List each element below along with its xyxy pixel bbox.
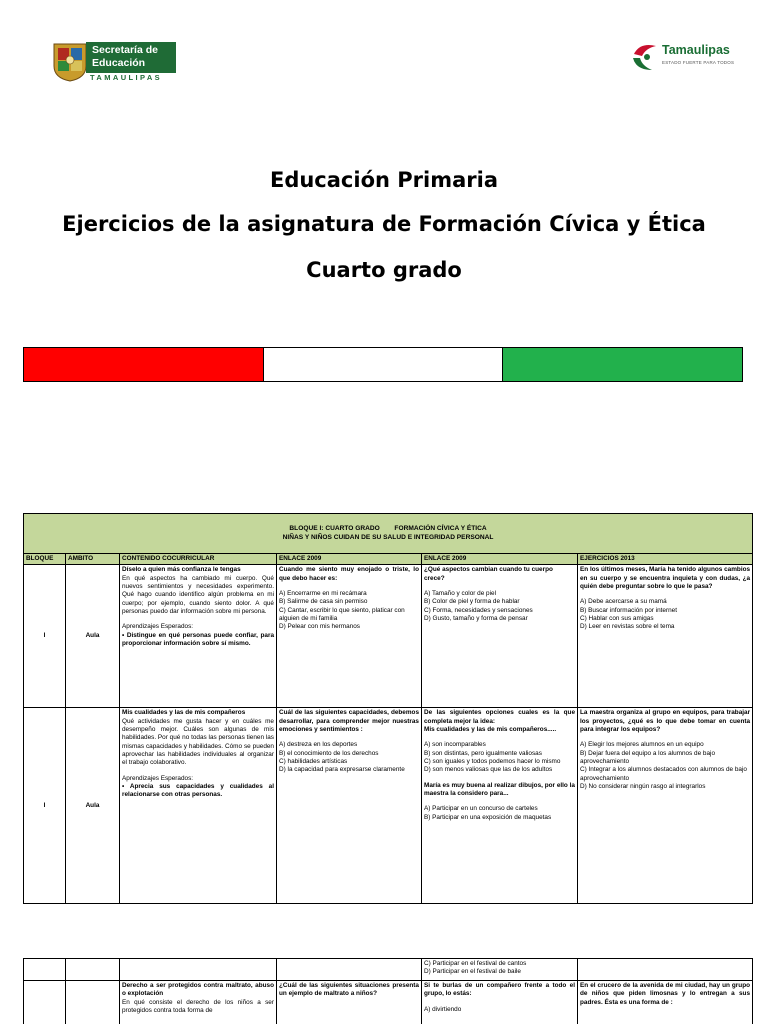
- option-text: D) Gusto, tamaño y forma de pensar: [424, 614, 528, 622]
- option-text: D) No considerar ningún rasgo al integrarlos: [580, 782, 706, 790]
- aprendizaje-text: • Distingue en qué personas puede confiar, para proporcionar información sobre sí mismo.: [122, 631, 274, 647]
- enlace-a-cell: [277, 565, 422, 708]
- option-text: A) son incomparables: [424, 741, 486, 749]
- title-grade: Cuarto grado: [306, 258, 462, 282]
- option-text: C) Integrar a los alumnos destacados con alumnos de bajo aprovechamiento: [580, 766, 747, 782]
- option-text: A) destreza en los deportes: [279, 741, 358, 749]
- option-text: A) Participar en un concurso de carteles: [424, 805, 538, 813]
- option-text: B) Color de piel y forma de hablar: [424, 598, 520, 606]
- option-text: C) Cantar, escribir lo que siento, platicar con alguien de mi familia: [279, 606, 405, 622]
- bloque-cell: [24, 981, 66, 1024]
- question-text: Si te burlas de un compañero frente a todo el grupo, lo estás:: [424, 982, 575, 998]
- title-level: Educación Primaria: [269, 168, 498, 192]
- band-line-1: BLOQUE I: CUARTO GRADO FORMACIÓN CÍVICA Y ÉTICA: [289, 524, 487, 532]
- option-text: D) Pelear con mis hermanos: [279, 623, 360, 631]
- col-header-enlace-b: ENLACE 2009: [422, 554, 578, 565]
- option-text: A) Debe acercarse a su mamá: [580, 598, 667, 606]
- ambito-cell: [66, 959, 120, 981]
- option-text: B) Buscar información por internet: [580, 606, 677, 614]
- enlace-a-cell: [277, 981, 422, 1024]
- col-header-contenido: CONTENIDO COCURRICULAR: [120, 554, 277, 565]
- bloque-cell: [24, 959, 66, 981]
- table-row: [24, 981, 753, 1024]
- contenido-text: Qué actividades me gusta hacer y en cuáles me desempeño mejor. Cuáles son algunas de mis habilidades. Por qué no todas las personas tienen las mismas capacidades y habilidades. Cómo se pueden aprovechar las habilidades individuales al organizar el trabajo colaborativo.: [122, 717, 274, 767]
- ejercicios-cell: [578, 565, 753, 708]
- band-line-2: NIÑAS Y NIÑOS CUIDAN DE SU SALUD E INTEGRIDAD PERSONAL: [282, 533, 494, 541]
- logo-line-1: Secretaría de: [92, 44, 158, 56]
- aprendizaje-text: • Aprecia sus capacidades y cualidades al relacionarse con otras personas.: [122, 782, 274, 799]
- contenido-title: Derecho a ser protegidos contra maltrato, abuso o explotación: [122, 982, 274, 998]
- contenido-cell: [120, 565, 277, 708]
- exercises-table-continued: [23, 958, 753, 1024]
- option-text: C) Forma, necesidades y sensaciones: [424, 606, 533, 614]
- secretaria-educacion-logo: [50, 40, 178, 82]
- table-row: [24, 708, 753, 904]
- ambito-cell: Aula: [66, 565, 120, 708]
- contenido-cell: [120, 959, 277, 981]
- table-row: [24, 565, 753, 708]
- contenido-text: En qué consiste el derecho de los niños a ser protegidos contra toda forma de: [122, 998, 274, 1014]
- option-text: A) divirtiendo: [424, 1005, 462, 1013]
- option-text: B) Salirme de casa sin permiso: [279, 598, 368, 606]
- exercises-table: [23, 513, 753, 904]
- col-header-ejercicios: EJERCICIOS 2013: [578, 554, 753, 565]
- ambito-cell: [66, 981, 120, 1024]
- enlace-b-cell: [422, 565, 578, 708]
- option-text: B) son distintas, pero igualmente valiosas: [424, 749, 542, 757]
- option-text: A) Tamaño y color de piel: [424, 589, 496, 597]
- tamaulipas-mark-icon: [630, 40, 660, 74]
- flag-green-block: [503, 348, 742, 381]
- col-header-ambito: AMBITO: [66, 554, 120, 565]
- contenido-title: Mis cualidades y las de mis compañeros: [122, 709, 246, 717]
- option-text: C) Hablar con sus amigas: [580, 614, 654, 622]
- question-text: Cuando me siento muy enojado o triste, lo que debo hacer es:: [279, 566, 419, 582]
- option-text: A) Encerrarme en mi recámara: [279, 589, 367, 597]
- question-text: De las siguientes opciones cuales es la que completa mejor la idea:: [424, 709, 575, 725]
- flag-bar: [23, 347, 743, 382]
- contenido-cell: [120, 708, 277, 904]
- option-text: B) Dejar fuera del equipo a los alumnos de bajo aprovechamiento: [580, 749, 715, 765]
- ambito-cell: Aula: [66, 708, 120, 904]
- logo-text-box: [86, 42, 176, 73]
- option-text: B) Participar en una exposición de maquetas: [424, 813, 552, 821]
- flag-red-block: [24, 348, 264, 381]
- option-text: A) Elegir los mejores alumnos en un equipo: [580, 741, 704, 749]
- coat-of-arms-icon: [50, 40, 90, 82]
- column-header-row: [24, 554, 753, 565]
- table-band-header: [24, 514, 753, 554]
- logo-line-3: TAMAULIPAS: [90, 73, 163, 82]
- enlace-a-cell: [277, 959, 422, 981]
- aprendizajes-label: Aprendizajes Esperados:: [122, 623, 194, 631]
- title-subject: Ejercicios de la asignatura de Formación Cívica y Ética: [62, 212, 706, 236]
- contenido-cell: [120, 981, 277, 1024]
- table-row: [24, 959, 753, 981]
- option-text: D) Participar en el festival de baile: [424, 968, 521, 976]
- question-text: ¿Qué aspectos cambian cuando tu cuerpo crece?: [424, 566, 553, 582]
- ejercicios-cell: [578, 959, 753, 981]
- option-text: C) son iguales y todos podemos hacer lo mismo: [424, 757, 561, 765]
- enlace-b-cell: [422, 981, 578, 1024]
- option-text: C) Participar en el festival de cantos: [424, 960, 527, 967]
- ejercicios-cell: [578, 708, 753, 904]
- tamaulipas-logo: [630, 40, 738, 74]
- flag-white-block: [264, 348, 504, 381]
- bloque-cell: I: [24, 708, 66, 904]
- option-text: D) son menos valiosas que las de los adultos: [424, 766, 553, 774]
- question-text: Mis cualidades y las de mis compañeros.....: [424, 725, 557, 733]
- contenido-text: En qué aspectos ha cambiado mi cuerpo. Qué nuevos sentimientos y necesidades experimento. Qué hago cuando identifico algún problema en mi cuerpo; por ejemplo, cuando siento dolor. A qué personas puedo dar información sobre mi persona.: [122, 574, 274, 615]
- tamaulipas-slogan: ESTADO FUERTE PARA TODOS: [662, 60, 735, 65]
- question-text: ¿Cuál de las siguientes situaciones presenta un ejemplo de maltrato a niños?: [279, 982, 419, 998]
- bloque-cell: I: [24, 565, 66, 708]
- aprendizajes-label: Aprendizajes Esperados:: [122, 774, 194, 782]
- question-text: En los últimos meses, María ha tenido algunos cambios en su cuerpo y se encuentra inquieta y con dudas, ¿a quién debe preguntar sobre lo que le pasa?: [580, 566, 751, 590]
- tamaulipas-name: Tamaulipas: [662, 43, 730, 57]
- question-text: María es muy buena al realizar dibujos, por ello la maestra la considero para...: [424, 781, 575, 797]
- option-text: C) habilidades artísticas: [279, 757, 348, 765]
- enlace-b-cell: [422, 959, 578, 981]
- contenido-title: Díselo a quien más confianza le tengas: [122, 566, 241, 574]
- question-text: Cuál de las siguientes capacidades, debemos desarrollar, para comprender mejor nuestras emociones y sentimientos :: [279, 709, 419, 733]
- option-text: B) el conocimiento de los derechos: [279, 749, 379, 757]
- question-text: En el crucero de la avenida de mi ciudad, hay un grupo de niños que piden limosnas y lo entregan a sus padres. Ésta es una forma de :: [580, 982, 750, 1006]
- enlace-a-cell: [277, 708, 422, 904]
- col-header-enlace-a: ENLACE 2009: [277, 554, 422, 565]
- logo-line-2: Educación: [92, 57, 146, 69]
- enlace-b-cell: [422, 708, 578, 904]
- col-header-bloque: BLOQUE: [24, 554, 66, 565]
- ejercicios-cell: [578, 981, 753, 1024]
- question-text: La maestra organiza al grupo en equipos, para trabajar los proyectos, ¿qué es lo que debe tomar en cuenta para integrar los equipos?: [580, 709, 751, 733]
- option-text: D) la capacidad para expresarse claramente: [279, 766, 405, 774]
- option-text: D) Leer en revistas sobre el tema: [580, 623, 675, 631]
